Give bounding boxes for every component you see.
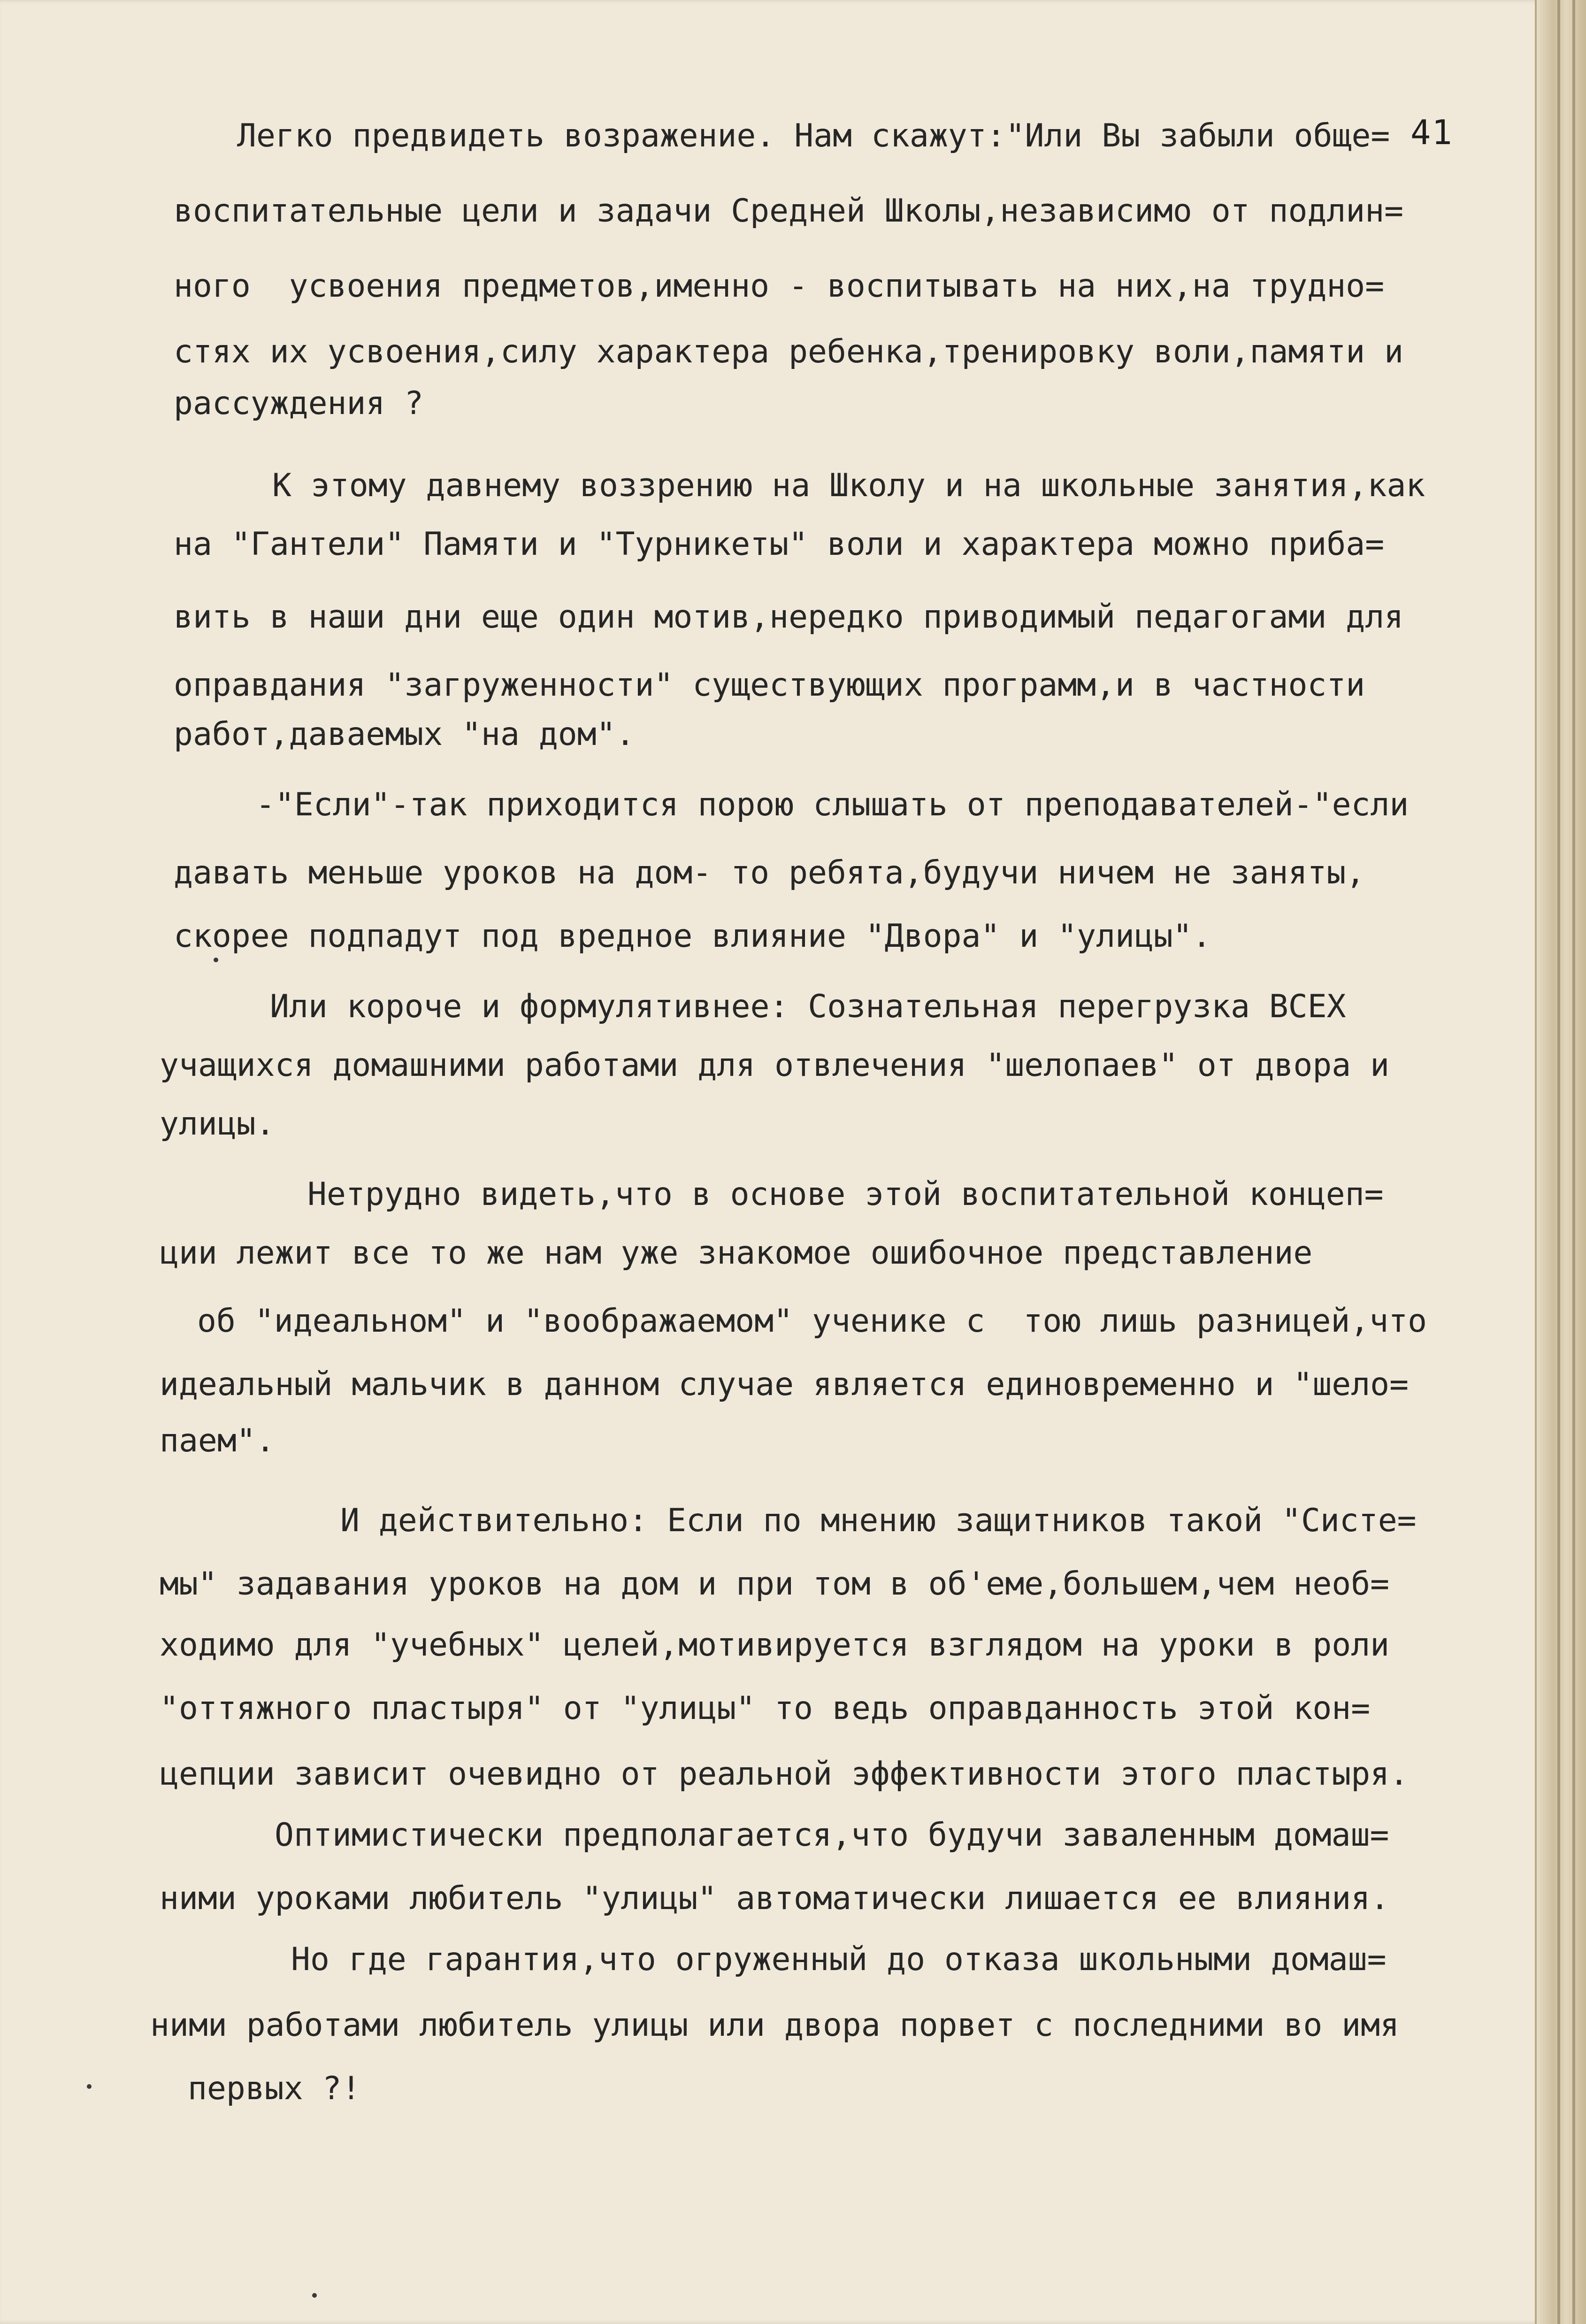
page-number: 41 <box>1410 113 1453 152</box>
page-edge-line <box>1572 0 1575 2324</box>
text-line: ходимо для "учебных" целей,мотивируется взглядом на уроки в роли <box>160 1626 1390 1664</box>
text-line: оправдания "загруженности" существующих программ,и в частности <box>174 667 1365 704</box>
text-line: Оптимистически предполагается,что будучи заваленным домаш= <box>275 1817 1389 1854</box>
text-line: "оттяжного пластыря" от "улицы" то ведь оправданность этой кон= <box>160 1690 1371 1727</box>
text-line: ними работами любитель улицы или двора порвет с последними во имя <box>150 2007 1400 2044</box>
text-line: Но где гарантия,что огруженный до отказа школьными домаш= <box>291 1941 1387 1978</box>
text-line: работ,даваемых "на дом". <box>174 716 635 753</box>
text-line: улицы. <box>160 1105 275 1143</box>
text-line: рассуждения ? <box>174 385 424 422</box>
text-line: на "Гантели" Памяти и "Турникеты" воли и характера можно приба= <box>174 526 1385 563</box>
ink-speck <box>214 958 218 962</box>
text-line: Легко предвидеть возражение. Нам скажут:"Или Вы забыли обще= <box>237 117 1390 154</box>
text-line: мы" задавания уроков на дом и при том в об'еме,большем,чем необ= <box>160 1565 1390 1603</box>
text-line: -"Если"-так приходится порою слышать от преподавателей-"если <box>256 786 1409 823</box>
text-line: Нетрудно видеть,что в основе этой воспитательной концеп= <box>307 1176 1384 1213</box>
page-edge-line <box>1557 0 1560 2324</box>
text-line: давать меньше уроков на дом- то ребята,будучи ничем не заняты, <box>174 854 1365 891</box>
text-line: ции лежит все то же нам уже знакомое ошибочное представление <box>160 1235 1313 1272</box>
text-line: И действительно: Если по мнению защитников такой "Систе= <box>340 1502 1417 1539</box>
text-line: паем". <box>160 1422 275 1459</box>
text-line: Или короче и формулятивнее: Сознательная перегрузка ВСЕХ <box>270 988 1346 1025</box>
text-line: учащихся домашними работами для отвлечения "шелопаев" от двора и <box>160 1047 1390 1084</box>
ink-speck <box>312 2293 317 2298</box>
text-line: цепции зависит очевидно от реальной эффективности этого пластыря. <box>160 1756 1409 1793</box>
page-stack-edge <box>1535 0 1586 2324</box>
text-line: воспитательные цели и задачи Средней Школы,независимо от подлин= <box>174 192 1404 230</box>
text-line: идеальный мальчик в данном случае является единовременно и "шело= <box>160 1366 1409 1403</box>
text-line: вить в наши дни еще один мотив,нередко приводимый педагогами для <box>174 598 1404 636</box>
text-line: скорее подпадут под вредное влияние "Двора" и "улицы". <box>174 918 1211 955</box>
text-line: ними уроками любитель "улицы" автоматически лишается ее влияния. <box>160 1880 1390 1917</box>
text-line: об "идеальном" и "воображаемом" ученике с тою лишь разницей,что <box>197 1303 1427 1340</box>
text-line: К этому давнему воззрению на Школу и на школьные занятия,как <box>272 467 1425 504</box>
text-line: ного усвоения предметов,именно - воспитывать на них,на трудно= <box>174 268 1385 305</box>
text-line: стях их усвоения,силу характера ребенка,тренировку воли,памяти и <box>174 333 1404 370</box>
ink-speck <box>87 2084 92 2089</box>
text-line: первых ?! <box>188 2070 361 2107</box>
